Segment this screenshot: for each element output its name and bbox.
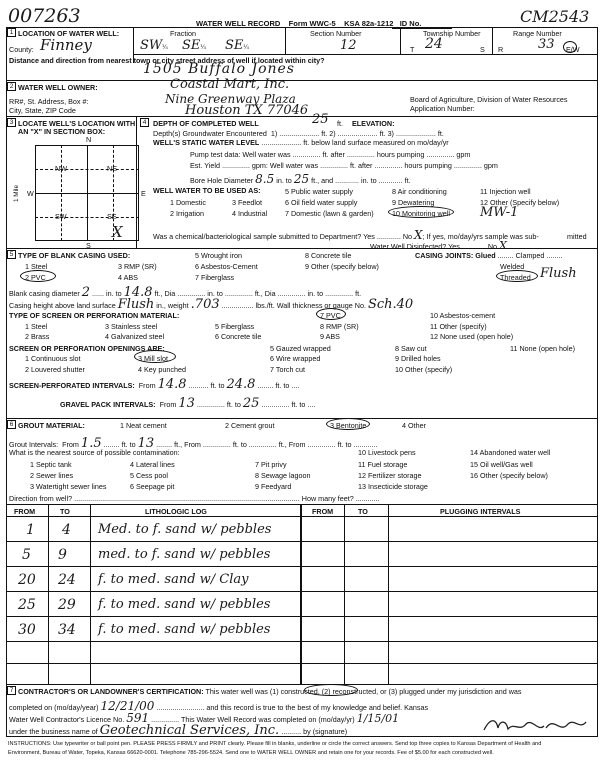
log-cell-from: 25	[18, 597, 36, 613]
mile-label: 1 Mile	[13, 184, 21, 203]
s2-label: WATER WELL OWNER:	[18, 83, 98, 92]
s3-label: LOCATE WELL'S LOCATION WITH	[18, 119, 136, 128]
open-4: 4 Key punched	[138, 365, 186, 374]
contam-13: 13 Insecticide storage	[358, 482, 428, 491]
section-value: 12	[340, 38, 357, 53]
fraction-label: Fraction	[170, 29, 196, 38]
casing-9: 9 Other (specify below)	[305, 262, 379, 271]
s5-label: TYPE OF BLANK CASING USED:	[18, 251, 131, 260]
joints-flush: Flush	[540, 266, 577, 281]
grout-4: 4 Other	[402, 421, 426, 430]
joints-threaded: Threaded	[500, 273, 531, 282]
screen-4: 4 Galvanized steel	[105, 332, 165, 341]
quad-nw: NW	[55, 164, 67, 173]
contam-10: 10 Livestock pens	[358, 448, 416, 457]
disinfect-row: Water Well Disinfected? Yes ............ No X	[370, 239, 507, 252]
use-other-value: MW-1	[480, 205, 519, 220]
contam-6: 6 Seepage pit	[130, 482, 175, 491]
compass-w: W	[27, 189, 34, 198]
contam-15: 15 Oil well/Gas well	[470, 460, 533, 469]
fraction-q1: SW¼	[140, 38, 168, 53]
open-9: 9 Drilled holes	[395, 354, 441, 363]
screen-8: 8 RMP (SR)	[320, 322, 359, 331]
log-to-header: TO	[60, 507, 70, 516]
township-s: S	[480, 45, 485, 54]
screen-10: 10 Asbestos-cement	[430, 311, 496, 320]
casing-8: 8 Concrete tile	[305, 251, 352, 260]
cert-row-1: CONTRACTOR'S OR LANDOWNER'S CERTIFICATION: This water well was (1) constructed, (2) reconstructed, or (3) plugged under my jurisdiction and was	[18, 687, 522, 696]
contamination-label: What is the nearest source of possible contamination:	[9, 448, 180, 457]
s3-label2: AN "X" IN SECTION BOX:	[18, 127, 106, 136]
log-cell-desc: f. to med. sand w/ pebbles	[98, 597, 271, 612]
corner-code: CM2543	[520, 7, 590, 26]
constructed-circle	[304, 684, 358, 696]
cert-row-2: completed on (mo/day/year) 12/21/00 ........................ and this record is true to the best of my knowledge and belief. Kansas	[9, 699, 429, 713]
range-label: Range Number	[513, 29, 562, 38]
screen-pvc-circle	[316, 308, 346, 320]
contam-4: 4 Lateral lines	[130, 460, 175, 469]
contam-3: 3 Watertight sewer lines	[30, 482, 107, 491]
open-6: 6 Wire wrapped	[270, 354, 321, 363]
compass-s: S	[86, 241, 91, 250]
gravel-row: GRAVEL PACK INTERVALS: From 13 .............. ft. to 25 .............. ft. to ....	[60, 396, 316, 411]
board-label: Board of Agriculture, Division of Water Resources	[410, 95, 568, 104]
distance-label: Distance and direction from nearest town or city street address of well if located within city?	[9, 56, 325, 65]
casing-4: 4 ABS	[118, 273, 138, 282]
range-r: R	[498, 45, 504, 54]
elevation-label: ELEVATION:	[352, 119, 395, 128]
quad-ne: NE	[107, 164, 117, 173]
contam-12: 12 Fertilizer storage	[358, 471, 422, 480]
footer-line1: INSTRUCTIONS: Use typewriter or ball point pen. PLEASE PRESS FIRMLY and PRINT clearly. Please fill in blanks, underline or circle the correct answers. Send top three copies to Kansas Department of Health and	[8, 741, 542, 747]
use-7: 7 Domestic (lawn & garden)	[285, 209, 374, 218]
log-cell-from: 30	[18, 622, 36, 638]
footer-line2: Environment, Bureau of Water, Topeka, Kansas 66620-0001. Telephone 785-296-5524. Send one to WATER WELL OWNER and retain one for your records. Fee of $5.00 for each constructed well.	[8, 750, 494, 756]
grout-3: 3 Bentonite	[330, 421, 367, 430]
screen-1: 1 Steel	[25, 322, 48, 331]
address-value: Nine Greenway Plaza	[165, 92, 296, 106]
owner-name: Coastal Mart, Inc.	[170, 77, 290, 92]
log-cell-to: 29	[58, 597, 76, 613]
range-ew: E/W	[566, 45, 580, 54]
log-cell-desc: Med. to f. sand w/ pebbles	[98, 522, 272, 537]
screen-11: 11 Other (specify)	[430, 322, 487, 331]
screen-9: 9 ABS	[320, 332, 340, 341]
range-circle	[563, 41, 577, 53]
township-t: T	[410, 45, 415, 54]
openings-label: SCREEN OR PERFORATION OPENINGS ARE:	[9, 344, 165, 353]
screen-12: 12 None used (open hole)	[430, 332, 514, 341]
grout-2: 2 Cement grout	[225, 421, 275, 430]
open-8: 8 Saw cut	[395, 344, 427, 353]
threaded-circle	[496, 270, 538, 282]
screen-3: 3 Stainless steel	[105, 322, 158, 331]
plug-from-header: FROM	[312, 507, 334, 516]
section-label: Section Number	[310, 29, 362, 38]
cert-row-4: under the business name of Geotechnical Services, Inc. .......... by (signature)	[9, 723, 348, 738]
mitted-label: mitted	[567, 232, 587, 241]
distance-value: 1505 Buffalo Jones	[143, 61, 295, 77]
screen-5: 5 Fiberglass	[215, 322, 255, 331]
log-cell-from: 5	[22, 547, 31, 563]
contam-2: 2 Sewer lines	[30, 471, 74, 480]
use-12: 12 Other (Specify below)	[480, 198, 560, 207]
compass-n: N	[86, 135, 92, 144]
log-cell-desc: f. to med. sand w/ pebbles	[98, 622, 271, 637]
log-cell-to: 9	[58, 547, 67, 563]
log-cell-desc: f. to med. sand w/ Clay	[98, 572, 249, 587]
log-from-header: FROM	[14, 507, 36, 516]
use-10: 10 Monitoring well	[392, 209, 450, 218]
use-5: 5 Public water supply	[285, 187, 353, 196]
perf-row: SCREEN-PERFORATED INTERVALS: From 14.8 .......... ft. to 24.8 ........ ft. to ....	[9, 377, 300, 392]
fraction-q2: SE¼	[182, 38, 206, 53]
joints-welded: Welded	[500, 262, 525, 271]
blank-row: Blank casing diameter 2 ...... in. to 14.8 ft., Dia .............. in. to .............. ft., Dia .............. in. to .............. ft.	[9, 285, 362, 300]
contam-1: 1 Septic tank	[30, 460, 72, 469]
groundwater-row: Depth(s) Groundwater Encountered 1) .................... ft. 2) .................... ft. 3) .................... ft.	[153, 129, 444, 138]
log-cell-to: 34	[58, 622, 76, 638]
screen-7: 7 PVC	[320, 311, 341, 320]
app-label: Application Number:	[410, 104, 475, 113]
casing-pvc-circle	[20, 270, 56, 282]
use-6: 6 Oil field water supply	[285, 198, 358, 207]
mill-slot-circle	[134, 350, 176, 363]
use-1: 1 Domestic	[170, 198, 206, 207]
open-5: 5 Gauzed wrapped	[270, 344, 331, 353]
id-number: 007263	[8, 5, 81, 27]
log-cell-from: 20	[18, 572, 36, 588]
height-row: Casing height above land surface Flush in., weight .703 ................ lbs./ft. Wall thickness or gauge No. Sch.40	[9, 297, 414, 312]
screen-2: 2 Brass	[25, 332, 50, 341]
static-row: WELL'S STATIC WATER LEVEL .................... ft. below land surface measured on mo/day/yr	[153, 138, 449, 147]
quad-se: SE	[107, 212, 117, 221]
location-mark: X	[112, 223, 123, 241]
direction-row: Direction from well? ................................................................................................................. How many feet? ............	[9, 494, 380, 503]
contam-11: 11 Fuel storage	[358, 460, 408, 469]
city-value: Houston TX 77046	[185, 103, 309, 118]
contam-5: 5 Cess pool	[130, 471, 168, 480]
casing-5: 5 Wrought iron	[195, 251, 243, 260]
yield-row: Est. Yield .............. gpm: Well water was .............. ft. after .............. hours pumping .............. gpm	[190, 161, 498, 170]
contam-7: 7 Pit privy	[255, 460, 287, 469]
s6-label: GROUT MATERIAL:	[18, 421, 85, 430]
signature	[480, 714, 590, 736]
log-cell-desc: med. to f. sand w/ pebbles	[98, 547, 271, 562]
contam-14: 14 Abandoned water well	[470, 448, 551, 457]
contam-16: 16 Other (specify below)	[470, 471, 548, 480]
log-cell-to: 4	[62, 522, 71, 538]
township-label: Township Number	[423, 29, 481, 38]
county-value: Finney	[40, 36, 92, 54]
use-3: 3 Feedlot	[232, 198, 262, 207]
log-cell-from: 1	[26, 522, 35, 538]
log-cell-to: 24	[58, 572, 76, 588]
open-1: 1 Continuous slot	[25, 354, 81, 363]
range-value: 33	[538, 37, 555, 52]
use-2: 2 Irrigation	[170, 209, 204, 218]
screen-label: TYPE OF SCREEN OR PERFORATION MATERIAL:	[9, 311, 180, 320]
plug-to-header: TO	[358, 507, 368, 516]
use-9: 9 Dewatering	[392, 198, 435, 207]
open-2: 2 Louvered shutter	[25, 365, 85, 374]
open-7: 7 Torch cut	[270, 365, 306, 374]
contam-8: 8 Sewage lagoon	[255, 471, 311, 480]
pump-row: Pump test data: Well water was .............. ft. after .............. hours pumping .............. gpm	[190, 150, 471, 159]
chem-row: Was a chemical/bacteriological sample submitted to Department? Yes ............ No X; If yes, mo/day/yrs sample was sub-	[153, 228, 539, 242]
screen-6: 6 Concrete tile	[215, 332, 262, 341]
bentonite-circle	[326, 418, 370, 430]
log-litho-header: LITHOLOGIC LOG	[145, 507, 207, 516]
use-4: 4 Industrial	[232, 209, 268, 218]
depth-unit: ft.	[337, 119, 343, 128]
city-label: City, State, ZIP Code	[9, 106, 76, 115]
use-10-circle	[388, 206, 454, 218]
contam-9: 9 Feedyard	[255, 482, 292, 491]
s1-label: LOCATION OF WATER WELL:	[18, 29, 120, 38]
casing-7: 7 Fiberglass	[195, 273, 235, 282]
township-value: 24	[425, 36, 443, 52]
compass-e: E	[141, 189, 146, 198]
depth-value: 25	[312, 112, 329, 127]
cert-row-3: Water Well Contractor's Licence No. 591 .............. This Water Well Record was completed on (mo/day/yr) 1/15/01	[9, 711, 400, 725]
use-label: WELL WATER TO BE USED AS:	[153, 186, 261, 195]
open-11: 11 None (open hole)	[510, 344, 575, 353]
casing-6: 6 Asbestos-Cement	[195, 262, 258, 271]
plugging-header: PLUGGING INTERVALS	[440, 507, 521, 516]
fraction-q3: SE¼	[225, 38, 249, 53]
joints-row: CASING JOINTS: Glued ........ Clamped ........	[415, 251, 563, 260]
bore-row: Bore Hole Diameter 8.5 in. to 25 ft., and ............ in. to ............ ft.	[190, 172, 411, 186]
address-label: RR#, St. Address, Box #:	[9, 97, 89, 106]
quad-sw: SW	[55, 212, 67, 221]
grout-int-row: Grout Intervals: From 1.5 ........ ft. to 13 ........ ft., From .............. ft. to .............. ft., From .............. ft. to ............	[9, 436, 378, 451]
use-11: 11 Injection well	[480, 187, 531, 196]
form-title: WATER WELL RECORD Form WWC-5 KSA 82a-1212 ID No.	[196, 19, 422, 28]
casing-1: 1 Steel	[25, 262, 48, 271]
open-10: 10 Other (specify)	[395, 365, 453, 374]
casing-2: 2 PVC	[25, 273, 46, 282]
grout-1: 1 Neat cement	[120, 421, 167, 430]
s4-label: DEPTH OF COMPLETED WELL	[153, 119, 259, 128]
county-label: County:	[9, 45, 34, 54]
casing-3: 3 RMP (SR)	[118, 262, 157, 271]
open-3: 3 Mill slot	[138, 354, 168, 363]
use-8: 8 Air conditioning	[392, 187, 447, 196]
